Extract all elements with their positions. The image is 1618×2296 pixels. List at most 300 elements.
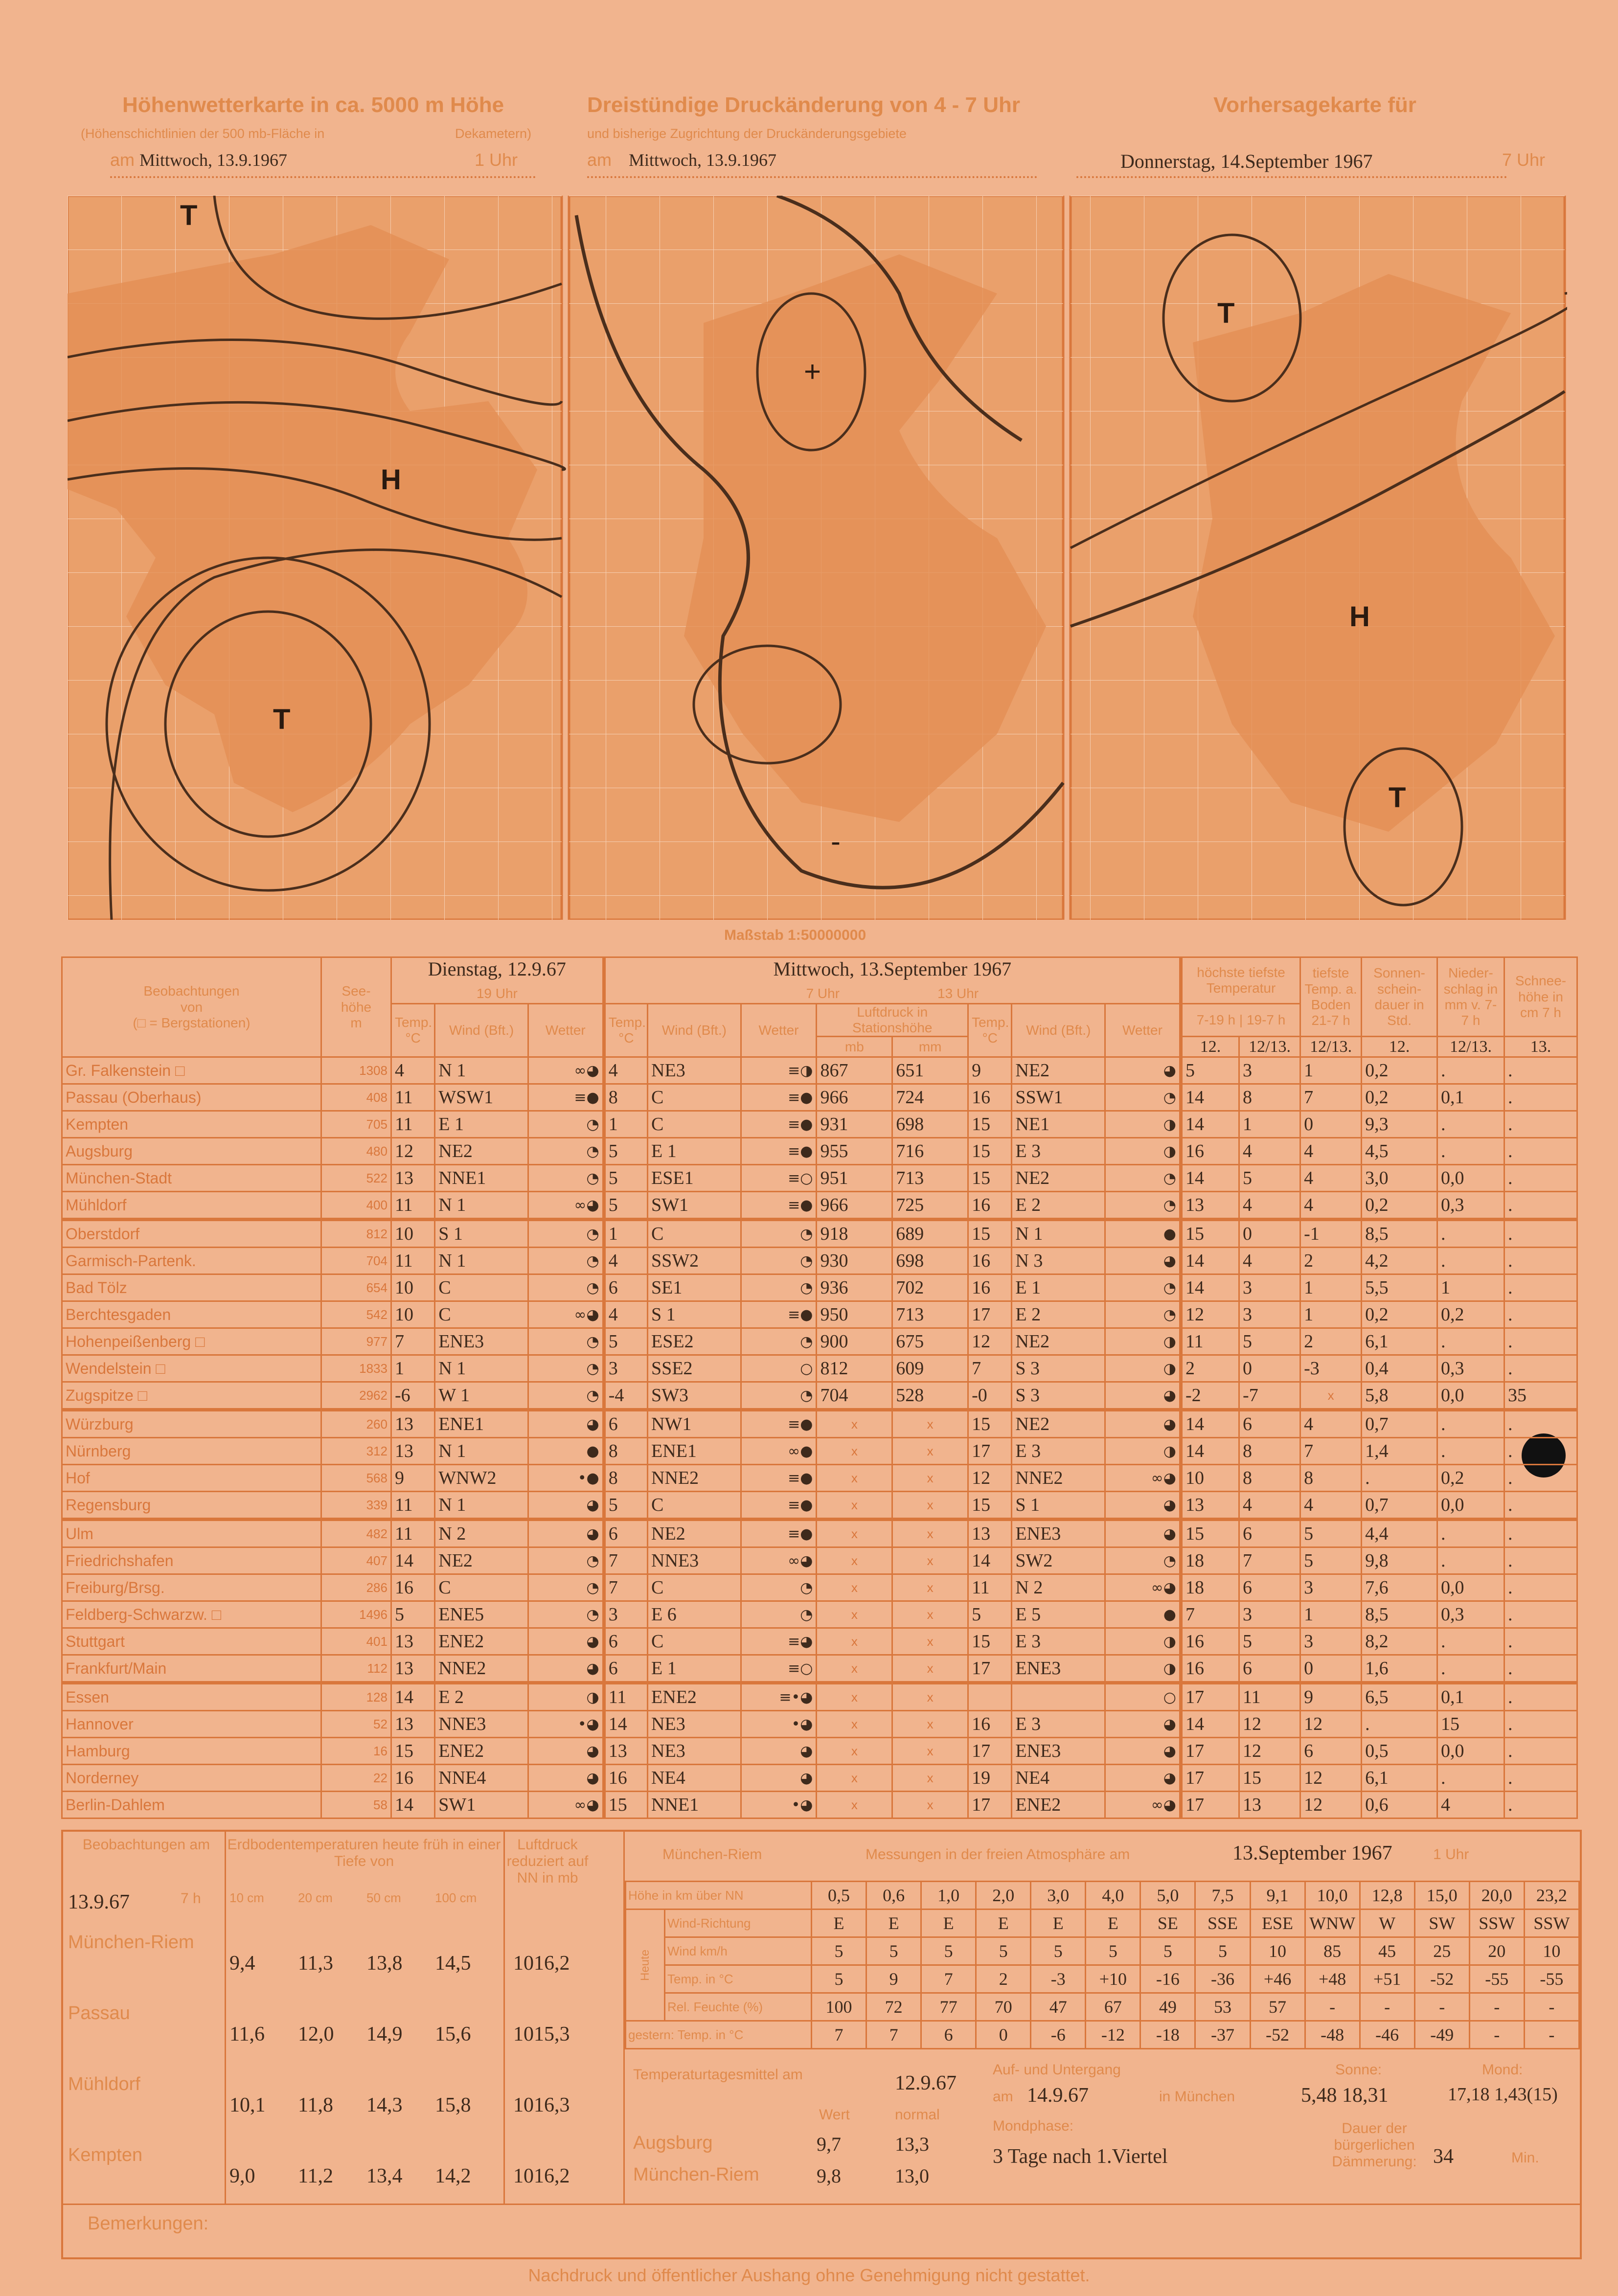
upper-cell-dir: E: [866, 1910, 921, 1937]
header-wetter3: Wetter: [1105, 1004, 1181, 1057]
tmean-wert: 9,7: [817, 2133, 841, 2155]
map1-high-label: H: [381, 464, 401, 496]
upper-cell-speed: 25: [1414, 1937, 1469, 1965]
cell-x3: ◕: [1105, 1765, 1181, 1792]
cell-sun: 0,5: [1362, 1738, 1437, 1765]
cell-mn: 8: [1239, 1084, 1300, 1111]
cell-el: 16: [321, 1738, 391, 1765]
cell-mn: 15: [1239, 1765, 1300, 1792]
cell-w2: SE1: [648, 1274, 741, 1301]
cell-sn: .: [1504, 1248, 1577, 1274]
cell-el: 408: [321, 1084, 391, 1111]
cell-w1: N 1: [435, 1057, 528, 1084]
upper-label-dir: Wind-Richtung: [665, 1910, 812, 1937]
cell-gr: 2: [1300, 1248, 1362, 1274]
cell-x1: ∞◕: [528, 1192, 604, 1220]
cell-t1: 16: [391, 1574, 434, 1601]
cell-st: Kempten: [62, 1111, 321, 1138]
cell-st: Zugspitze □: [62, 1382, 321, 1410]
cell-x1: •◕: [528, 1711, 604, 1738]
cell-gr: 12: [1300, 1765, 1362, 1792]
cell-mx: 17: [1181, 1683, 1239, 1711]
cell-x2: ≡●: [741, 1111, 817, 1138]
cell-mn: 3: [1239, 1057, 1300, 1084]
upper-cell-hum: 57: [1250, 1993, 1305, 2021]
cell-x2: ≡◕: [741, 1628, 817, 1655]
cell-w2: NNE2: [648, 1465, 741, 1492]
upper-cell-temp: -16: [1140, 1965, 1195, 1993]
sun-sonne-label: Sonne:: [1335, 2062, 1382, 2078]
cell-mn: 8: [1239, 1465, 1300, 1492]
cell-x3: ∞◕: [1105, 1574, 1181, 1601]
upper-cell-hum: 49: [1140, 1993, 1195, 2021]
cell-gr: 12: [1300, 1711, 1362, 1738]
cell-x3: ◔: [1105, 1084, 1181, 1111]
remarks-label: Bemerkungen:: [88, 2213, 209, 2234]
cell-el: 52: [321, 1711, 391, 1738]
cell-mx: -2: [1181, 1382, 1239, 1410]
cell-t2: -4: [604, 1382, 647, 1410]
cell-mx: 11: [1181, 1328, 1239, 1355]
cell-t3: 17: [968, 1438, 1012, 1465]
cell-x1: ◔: [528, 1355, 604, 1382]
cell-mb: 931: [817, 1111, 892, 1138]
cell-st: Friedrichshafen: [62, 1547, 321, 1574]
dusk-unit: Min.: [1511, 2150, 1539, 2166]
soil-temp-value: 9,0: [229, 2165, 255, 2187]
date-snow: 13.: [1504, 1037, 1577, 1057]
cell-w1: N 2: [435, 1520, 528, 1547]
cell-pr: .: [1437, 1547, 1504, 1574]
cell-t1: 11: [391, 1248, 434, 1274]
bottom-section: [61, 1830, 1582, 2259]
cell-w2: NNE3: [648, 1547, 741, 1574]
upper-side-label: Heute: [626, 1910, 665, 2021]
cell-gr: 7: [1300, 1084, 1362, 1111]
upper-cell-dir: E: [921, 1910, 976, 1937]
cell-w3: N 2: [1012, 1574, 1105, 1601]
tmean-title: Temperaturtagesmittel am: [633, 2067, 803, 2083]
cell-mx: 14: [1181, 1274, 1239, 1301]
table-row: [62, 1765, 1577, 1792]
cell-w1: N 1: [435, 1492, 528, 1520]
cell-w1: C: [435, 1301, 528, 1328]
upper-cell-hum: 47: [1031, 1993, 1086, 2021]
upper-row-temp: [626, 1965, 1579, 1993]
cell-sn: .: [1504, 1628, 1577, 1655]
cell-t3: 12: [968, 1328, 1012, 1355]
map-forecast: [1071, 196, 1567, 920]
soil-pressure-value: 1015,3: [513, 2023, 570, 2046]
soil-temp-header: Erdbodentemperaturen heute früh in einer Tiefe von: [227, 1837, 501, 1869]
cell-t3: 15: [968, 1628, 1012, 1655]
cell-mm: 689: [892, 1220, 968, 1248]
cell-w1: N 1: [435, 1192, 528, 1220]
upper-cell-yest: 7: [866, 2021, 921, 2049]
cell-sun: .: [1362, 1711, 1437, 1738]
cell-w2: S 1: [648, 1301, 741, 1328]
cell-mn: -7: [1239, 1382, 1300, 1410]
cell-el: 58: [321, 1792, 391, 1819]
upper-cell-temp: 7: [921, 1965, 976, 1993]
upper-time: 1 Uhr: [1433, 1846, 1469, 1863]
cell-sun: 6,1: [1362, 1328, 1437, 1355]
cell-mn: 8: [1239, 1438, 1300, 1465]
cell-mm: x: [892, 1683, 968, 1711]
cell-w2: ESE1: [648, 1165, 741, 1192]
cell-w2: C: [648, 1111, 741, 1138]
cell-sn: .: [1504, 1057, 1577, 1084]
moon-value: 17,18 1,43(15): [1448, 2084, 1558, 2105]
cell-st: Garmisch-Partenk.: [62, 1248, 321, 1274]
cell-sn: .: [1504, 1547, 1577, 1574]
cell-sn: .: [1504, 1328, 1577, 1355]
cell-t2: 4: [604, 1301, 647, 1328]
cell-t3: 16: [968, 1711, 1012, 1738]
upper-cell-yest: -48: [1305, 2021, 1360, 2049]
table-row: [62, 1274, 1577, 1301]
cell-el: 542: [321, 1301, 391, 1328]
cell-t2: 8: [604, 1084, 647, 1111]
upper-cell-hum: -: [1360, 1993, 1414, 2021]
cell-gr: 1: [1300, 1057, 1362, 1084]
cell-x3: ◕: [1105, 1382, 1181, 1410]
cell-t1: 14: [391, 1547, 434, 1574]
cell-st: München-Stadt: [62, 1165, 321, 1192]
upper-cell-dir: SSW: [1524, 1910, 1579, 1937]
cell-mb: 918: [817, 1220, 892, 1248]
cell-mm: x: [892, 1547, 968, 1574]
cell-st: Mühldorf: [62, 1192, 321, 1220]
date-precip: 12/13.: [1437, 1037, 1504, 1057]
upper-cell-hum: 70: [976, 1993, 1031, 2021]
cell-w2: NE3: [648, 1738, 741, 1765]
upper-label-hum: Rel. Feuchte (%): [665, 1993, 812, 2021]
sun-date: 14.9.67: [1027, 2084, 1089, 2107]
cell-t2: 8: [604, 1465, 647, 1492]
cell-x1: ◔: [528, 1328, 604, 1355]
header-wetter1: Wetter: [528, 1004, 604, 1057]
cell-mx: 10: [1181, 1465, 1239, 1492]
upper-cell-heights: 15,0: [1414, 1882, 1469, 1910]
upper-cell-yest: -6: [1031, 2021, 1086, 2049]
cell-mb: 867: [817, 1057, 892, 1084]
cell-t2: 1: [604, 1111, 647, 1138]
upper-cell-yest: 7: [812, 2021, 866, 2049]
map2-am-label: am: [587, 150, 612, 170]
cell-mx: 7: [1181, 1601, 1239, 1628]
sun-am: am: [993, 2089, 1013, 2105]
date-max: 12.: [1181, 1037, 1239, 1057]
cell-pr: .: [1437, 1328, 1504, 1355]
header-wind2: Wind (Bft.): [648, 1004, 741, 1057]
cell-mm: 698: [892, 1248, 968, 1274]
cell-w3: SSW1: [1012, 1084, 1105, 1111]
cell-t2: 5: [604, 1328, 647, 1355]
cell-t3: 14: [968, 1547, 1012, 1574]
upper-cell-dir: E: [1031, 1910, 1086, 1937]
upper-cell-speed: 10: [1250, 1937, 1305, 1965]
cell-w1: ENE1: [435, 1410, 528, 1438]
cell-x3: ◕: [1105, 1410, 1181, 1438]
cell-mb: x: [817, 1711, 892, 1738]
cell-mb: 966: [817, 1084, 892, 1111]
cell-sn: .: [1504, 1355, 1577, 1382]
cell-st: Augsburg: [62, 1138, 321, 1165]
cell-mn: 6: [1239, 1520, 1300, 1547]
table-row: [62, 1382, 1577, 1410]
upper-cell-temp: 9: [866, 1965, 921, 1993]
upper-cell-yest: -52: [1250, 2021, 1305, 2049]
cell-w2: SW1: [648, 1192, 741, 1220]
upper-cell-temp: +51: [1360, 1965, 1414, 1993]
cell-mb: x: [817, 1601, 892, 1628]
upper-cell-heights: 10,0: [1305, 1882, 1360, 1910]
cell-mb: x: [817, 1738, 892, 1765]
cell-x3: ◕: [1105, 1057, 1181, 1084]
cell-sn: .: [1504, 1301, 1577, 1328]
cell-sn: .: [1504, 1165, 1577, 1192]
cell-w3: ENE3: [1012, 1655, 1105, 1683]
cell-mm: 528: [892, 1382, 968, 1410]
cell-pr: 0,0: [1437, 1492, 1504, 1520]
cell-w3: E 2: [1012, 1301, 1105, 1328]
cell-x3: ◔: [1105, 1192, 1181, 1220]
cell-x3: ●: [1105, 1220, 1181, 1248]
cell-t2: 8: [604, 1438, 647, 1465]
cell-pr: 15: [1437, 1711, 1504, 1738]
upper-label-heights: Höhe in km über NN: [626, 1882, 812, 1910]
table-row: [62, 1628, 1577, 1655]
cell-el: 704: [321, 1248, 391, 1274]
cell-w2: ENE1: [648, 1438, 741, 1465]
cell-pr: .: [1437, 1410, 1504, 1438]
cell-t2: 13: [604, 1738, 647, 1765]
cell-x3: ●: [1105, 1601, 1181, 1628]
cell-t3: 16: [968, 1248, 1012, 1274]
upper-cell-heights: 5,0: [1140, 1882, 1195, 1910]
cell-mn: 11: [1239, 1683, 1300, 1711]
cell-t3: 15: [968, 1492, 1012, 1520]
cell-el: 705: [321, 1111, 391, 1138]
soil-station: Mühldorf: [68, 2074, 140, 2094]
cell-pr: 4: [1437, 1792, 1504, 1819]
cell-mm: 702: [892, 1274, 968, 1301]
table-row: [62, 1328, 1577, 1355]
upper-cell-hum: -: [1469, 1993, 1524, 2021]
cell-pr: 0,1: [1437, 1683, 1504, 1711]
cell-x2: ≡●: [741, 1138, 817, 1165]
cell-x1: ◕: [528, 1410, 604, 1438]
cell-mm: x: [892, 1628, 968, 1655]
cell-x3: ◑: [1105, 1111, 1181, 1138]
cell-t1: 15: [391, 1738, 434, 1765]
header-wind1: Wind (Bft.): [435, 1004, 528, 1057]
cell-t2: 5: [604, 1165, 647, 1192]
map2-title: Dreistündige Druckänderung von 4 - 7 Uhr: [587, 93, 1021, 117]
cell-sun: 3,0: [1362, 1165, 1437, 1192]
cell-mm: 609: [892, 1355, 968, 1382]
cell-sun: 4,5: [1362, 1138, 1437, 1165]
cell-t2: 15: [604, 1792, 647, 1819]
cell-mx: 15: [1181, 1220, 1239, 1248]
cell-pr: .: [1437, 1765, 1504, 1792]
cell-st: Hannover: [62, 1711, 321, 1738]
upper-cell-speed: 10: [1524, 1937, 1579, 1965]
sun-in: in München: [1159, 2089, 1235, 2105]
cell-t1: 10: [391, 1274, 434, 1301]
cell-t3: 5: [968, 1601, 1012, 1628]
cell-x3: ◑: [1105, 1328, 1181, 1355]
cell-pr: .: [1437, 1138, 1504, 1165]
cell-w2: SSW2: [648, 1248, 741, 1274]
soil-temp-value: 11,6: [229, 2023, 265, 2046]
dusk-label: Dauer der bürgerlichen Dämmerung:: [1332, 2120, 1417, 2170]
upper-cell-yest: -49: [1414, 2021, 1469, 2049]
soil-obs-header: Beobachtungen am: [82, 1837, 210, 1853]
cell-st: Freiburg/Brsg.: [62, 1574, 321, 1601]
header-temp1: Temp. °C: [391, 1004, 434, 1057]
cell-t1: -6: [391, 1382, 434, 1410]
upper-cell-speed: 5: [976, 1937, 1031, 1965]
cell-x1: •●: [528, 1465, 604, 1492]
cell-w2: C: [648, 1492, 741, 1520]
cell-w2: SW3: [648, 1382, 741, 1410]
cell-gr: 5: [1300, 1547, 1362, 1574]
cell-gr: -3: [1300, 1355, 1362, 1382]
upper-row-speed: [626, 1937, 1579, 1965]
cell-mx: 5: [1181, 1057, 1239, 1084]
upper-row-hum: [626, 1993, 1579, 2021]
cell-mb: x: [817, 1520, 892, 1547]
cell-el: 312: [321, 1438, 391, 1465]
cell-sun: 1,4: [1362, 1438, 1437, 1465]
cell-t1: 13: [391, 1655, 434, 1683]
table-row: [62, 1301, 1577, 1328]
cell-mm: x: [892, 1438, 968, 1465]
cell-sn: .: [1504, 1683, 1577, 1711]
cell-x1: ∞◕: [528, 1792, 604, 1819]
cell-w2: C: [648, 1220, 741, 1248]
tmean-st: Augsburg: [633, 2133, 713, 2153]
cell-pr: .: [1437, 1520, 1504, 1547]
cell-sun: 0,2: [1362, 1301, 1437, 1328]
cell-sn: .: [1504, 1738, 1577, 1765]
cell-el: 112: [321, 1655, 391, 1683]
upper-cell-temp: -55: [1524, 1965, 1579, 1993]
cell-t3: 9: [968, 1057, 1012, 1084]
header-day1: Dienstag, 12.9.67 19 Uhr: [391, 957, 604, 1004]
cell-pr: 0,3: [1437, 1601, 1504, 1628]
cell-x3: ◑: [1105, 1655, 1181, 1683]
upper-cell-yest: -: [1524, 2021, 1579, 2049]
cell-el: 522: [321, 1165, 391, 1192]
cell-w2: SSE2: [648, 1355, 741, 1382]
upper-cell-dir: ESE: [1250, 1910, 1305, 1937]
table-row: [62, 1792, 1577, 1819]
cell-t3: -0: [968, 1382, 1012, 1410]
header-precip: Nieder-schlag in mm v. 7-7 h: [1437, 957, 1504, 1037]
cell-mm: 713: [892, 1165, 968, 1192]
cell-t1: 7: [391, 1328, 434, 1355]
cell-t2: 3: [604, 1601, 647, 1628]
cell-gr: 1: [1300, 1301, 1362, 1328]
cell-mb: x: [817, 1547, 892, 1574]
date-sun: 12.: [1362, 1037, 1437, 1057]
moon-label: Mond:: [1482, 2062, 1523, 2078]
cell-w2: E 6: [648, 1601, 741, 1628]
table-row: [62, 1138, 1577, 1165]
upper-cell-dir: WNW: [1305, 1910, 1360, 1937]
cell-w1: NNE3: [435, 1711, 528, 1738]
cell-st: Berlin-Dahlem: [62, 1792, 321, 1819]
cell-mm: x: [892, 1574, 968, 1601]
upper-cell-temp: -36: [1195, 1965, 1250, 1993]
cell-sun: 6,5: [1362, 1683, 1437, 1711]
cell-pr: 0,3: [1437, 1355, 1504, 1382]
soil-temp-value: 14,9: [366, 2023, 403, 2046]
cell-gr: 7: [1300, 1438, 1362, 1465]
cell-mn: 6: [1239, 1410, 1300, 1438]
cell-st: Berchtesgaden: [62, 1301, 321, 1328]
upper-label-speed: Wind km/h: [665, 1937, 812, 1965]
soil-temp-value: 13,8: [366, 1952, 403, 1975]
upper-cell-heights: 0,6: [866, 1882, 921, 1910]
cell-w1: WSW1: [435, 1084, 528, 1111]
cell-t1: 1: [391, 1355, 434, 1382]
upper-row-heights: [626, 1882, 1579, 1910]
cell-w2: C: [648, 1628, 741, 1655]
header-day2: Mittwoch, 13.September 1967 7 Uhr 13 Uhr: [604, 957, 1181, 1004]
cell-sun: 8,5: [1362, 1220, 1437, 1248]
soil-depth-label: 100 cm: [435, 1890, 477, 1905]
cell-mb: x: [817, 1628, 892, 1655]
cell-x2: ≡•◕: [741, 1683, 817, 1711]
cell-sn: .: [1504, 1711, 1577, 1738]
cell-gr: -1: [1300, 1220, 1362, 1248]
cell-w2: NE4: [648, 1765, 741, 1792]
cell-mb: x: [817, 1683, 892, 1711]
map3-title: Vorhersagekarte für: [1213, 93, 1416, 117]
cell-gr: 4: [1300, 1492, 1362, 1520]
cell-w3: E 2: [1012, 1192, 1105, 1220]
cell-x2: ○: [741, 1355, 817, 1382]
table-row: [62, 1248, 1577, 1274]
cell-sun: 0,7: [1362, 1492, 1437, 1520]
header-elevation: See- höhe m: [321, 957, 391, 1057]
map1-subtitle-unit: Dekametern): [455, 126, 532, 141]
cell-mm: x: [892, 1601, 968, 1628]
tmean-st: München-Riem: [633, 2164, 759, 2185]
map2-plus-label: +: [804, 355, 821, 388]
cell-w3: NE4: [1012, 1765, 1105, 1792]
cell-sn: .: [1504, 1274, 1577, 1301]
upper-cell-heights: 20,0: [1469, 1882, 1524, 1910]
header-wind3: Wind (Bft.): [1012, 1004, 1105, 1057]
cell-gr: 6: [1300, 1738, 1362, 1765]
cell-w1: ENE3: [435, 1328, 528, 1355]
cell-x2: ≡●: [741, 1520, 817, 1547]
upper-cell-yest: -46: [1360, 2021, 1414, 2049]
cell-t2: 5: [604, 1492, 647, 1520]
cell-mb: 812: [817, 1355, 892, 1382]
cell-el: 480: [321, 1138, 391, 1165]
cell-sn: .: [1504, 1084, 1577, 1111]
cell-mb: 955: [817, 1138, 892, 1165]
map3-low-label: T: [1217, 297, 1235, 329]
cell-sun: 6,1: [1362, 1765, 1437, 1792]
upper-cell-dir: E: [1086, 1910, 1140, 1937]
